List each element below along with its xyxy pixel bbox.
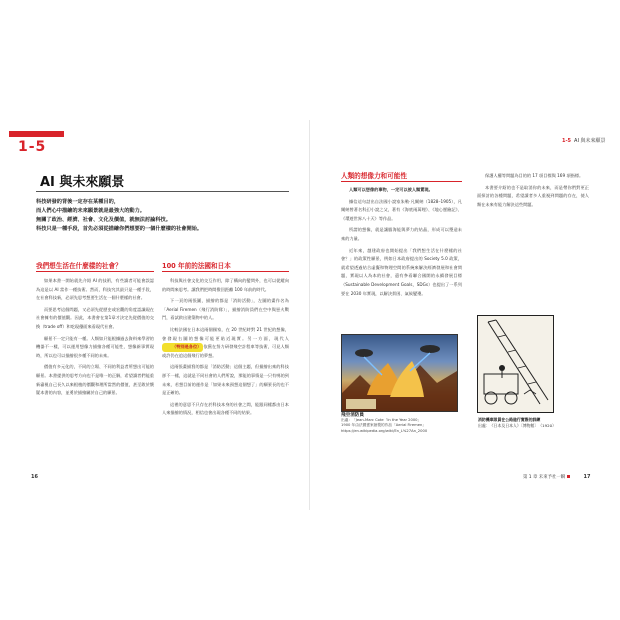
lead-line: 而人們心中描繪的未來願景就是最強大的動力。 — [36, 208, 145, 214]
fire-machine-illustration — [477, 315, 554, 413]
footer-right — [523, 474, 591, 480]
heading-rule — [36, 271, 154, 272]
title-divider — [36, 191, 289, 192]
heading-imagination: 人類的想像力和可能性 — [341, 172, 407, 180]
heading-rule — [162, 271, 289, 272]
section-number: 1-5 — [18, 139, 47, 155]
section-bar — [9, 131, 64, 137]
fire-machine-drawing — [478, 316, 553, 412]
caption-line: 出處：「Jean-Marc Cote「In the Year 2000」 — [341, 418, 422, 422]
figure-title: 消防機車隊員在公路進行實際的訓練 — [478, 417, 541, 422]
page-number-right: 17 — [583, 474, 591, 480]
lead-paragraph — [36, 198, 289, 234]
paragraph: 這裡的意思不只存在於科技本身的社會之間，能跟同樣都由日本人來描繪的情況，相信也會出現各種不同的結果。 — [162, 401, 289, 416]
paragraph: 保護人權等問題為目的的 17 項目標與 169 項指標。 — [485, 173, 584, 178]
paragraph: 科技與社會文化的交互作用，除了構向的變問外，也可以從縱向的時間來思考。讓我們把時間撥回距離 100 年前的時代。 — [162, 278, 289, 292]
caption-line: https://en.wikipedia.org/wiki/En_L%27An_2000 — [341, 428, 428, 433]
footer-dot — [567, 475, 570, 478]
figure-title: 飛空消防員 — [341, 413, 364, 418]
paragraph: 下一頁的兩張圖，描繪的都是「消防活動」，左圖的畫作名為「Aerial Firemen（飛行消防隊）」，描繪消防員們在空中與惡火戰鬥，看試救出建築物中的人。 — [162, 298, 289, 321]
column-imagination — [341, 186, 462, 301]
page-title: AI 與未來願景 — [40, 175, 125, 190]
paragraph: 所謂的想像，就是讓腦海能與夢力的結晶，形成可以塑造未來的力量。 — [341, 227, 462, 241]
lead-line: 科技只是一種手段，首先必須從描繪你們想要的一個什麼樣的社會開始。 — [36, 226, 203, 232]
figure-caption-right — [478, 417, 588, 429]
paragraph: 比較法國在日本這兩個國家，在 20 世紀時對 21 世紀的想像，會發現右圖的想像可能更貼近現實。另一方面，現代人（特別是各位） 依舊在努力研發飛空計程車等技術，可見人類或許仍在追這個飛行的夢想。 — [162, 326, 289, 358]
heading-rule — [341, 181, 462, 182]
chapter-label: 第 1 章 — [523, 475, 538, 480]
paragraph: 人類可以想像的事物，一定可以被人類實現。 — [349, 187, 433, 192]
column-100-years — [162, 277, 289, 421]
page-number-left: 16 — [31, 474, 38, 480]
caption-line: 出處：《日本及日本人》〔博物館〕 （1920） — [478, 423, 556, 428]
heading-100-years: 100 年前的法國和日本 — [162, 262, 231, 270]
paragraph: 願景不一定只能有一種。人類如只能根據過去資料來學習的機器不一樣，可以運用想像力描繪各種可能性，想像新事實現時，所以也可以描繪很多種不同的未來。 — [36, 335, 154, 358]
aerial-firemen-drawing — [342, 335, 457, 411]
running-header: 1-5 AI 與未來願景 — [562, 138, 606, 144]
paragraph: 本書要介紹的也不是取消你的未來，而是帶你們對更正面探討的各種問題，希望讀者多人重視到問題的存在，使人類在未來有能力解決這些問題。 — [477, 184, 589, 207]
paragraph: 如果本書一開始就先介紹 AI 的技術，有些讀者可能會誤認為這是以 AI 當作一種技術。然而，科技究其最只是一種手段，在社會科技新，必須先思考想要生活在一個什麼樣的社會。 — [36, 278, 154, 301]
paragraph: 價值有多元化的，不同的立場、不同的利益者所想出可能的願景。本書提供的思考方向也不是唯一的正解，希望讀者們能重新審視自己長久以來根植的價觀和理所當然的價值，甚至敢於懷疑本書的內容，並勇於描繪屬於自己的願景。 — [36, 364, 154, 396]
chapter-title: 未來予社一瞬 — [538, 475, 566, 480]
page-gutter — [309, 120, 310, 510]
caption-line: 1900 年由法國畫家繪製的作品「Aerial Firemen」 — [341, 423, 426, 428]
aerial-firemen-illustration — [341, 334, 458, 412]
figure-caption — [341, 418, 466, 434]
lead-line: 無關了政治、經濟、社會、文化及價值，就無法討論科技。 — [36, 217, 171, 223]
highlight-badge: （特別是各位） — [162, 343, 203, 352]
paragraph: 近年來，越建政府也開始提出「我們想生活在什麼樣的社會？」的政策性願景，例如日本政府提出的 Society 5.0 政策，就希望透過結合虛擬和物理空間的系統來解決經濟發展和社會問題，實現以人為本的社會，還有參看聯合國開的永續發展目標（Sustainable Development Goals，SDGs）也提出了一系列要在 2030 年實現，以解決貧困、氣候變遷。 — [341, 247, 462, 296]
paragraph: 而要思考這個問題，又必須先從歷史或宏觀的角度認識現在社會擁有的價值觀。因此，本書會在第1章才決定先從價值的交換（trade off）和吃現優面來看現代社會。 — [36, 306, 154, 329]
heading-society: 我們想生活在什麼樣的社會？ — [36, 262, 122, 270]
paragraph: 據信這句話出自法國小說家朱勒·凡爾納（1828–1905），凡爾納曾著名科幻小說之父，著有《海底兩萬哩》、《地心歷險記》、《環遊世界八十天》等作品。 — [341, 198, 462, 221]
paragraph: 這兩張畫描寫的都是「消防活動」這個主題，但描繪出來的科技卻不一樣，這就是不同社會的人們所說，那能的事情是一只有嗎的到未來，若想目前的運作是「如果未來預想這個想了」的願景長的也不是正確的。 — [162, 364, 289, 396]
lead-line: 科技研發的背後一定存在某種目的， — [36, 199, 120, 205]
column-sdgs — [477, 172, 589, 212]
column-society — [36, 277, 154, 401]
